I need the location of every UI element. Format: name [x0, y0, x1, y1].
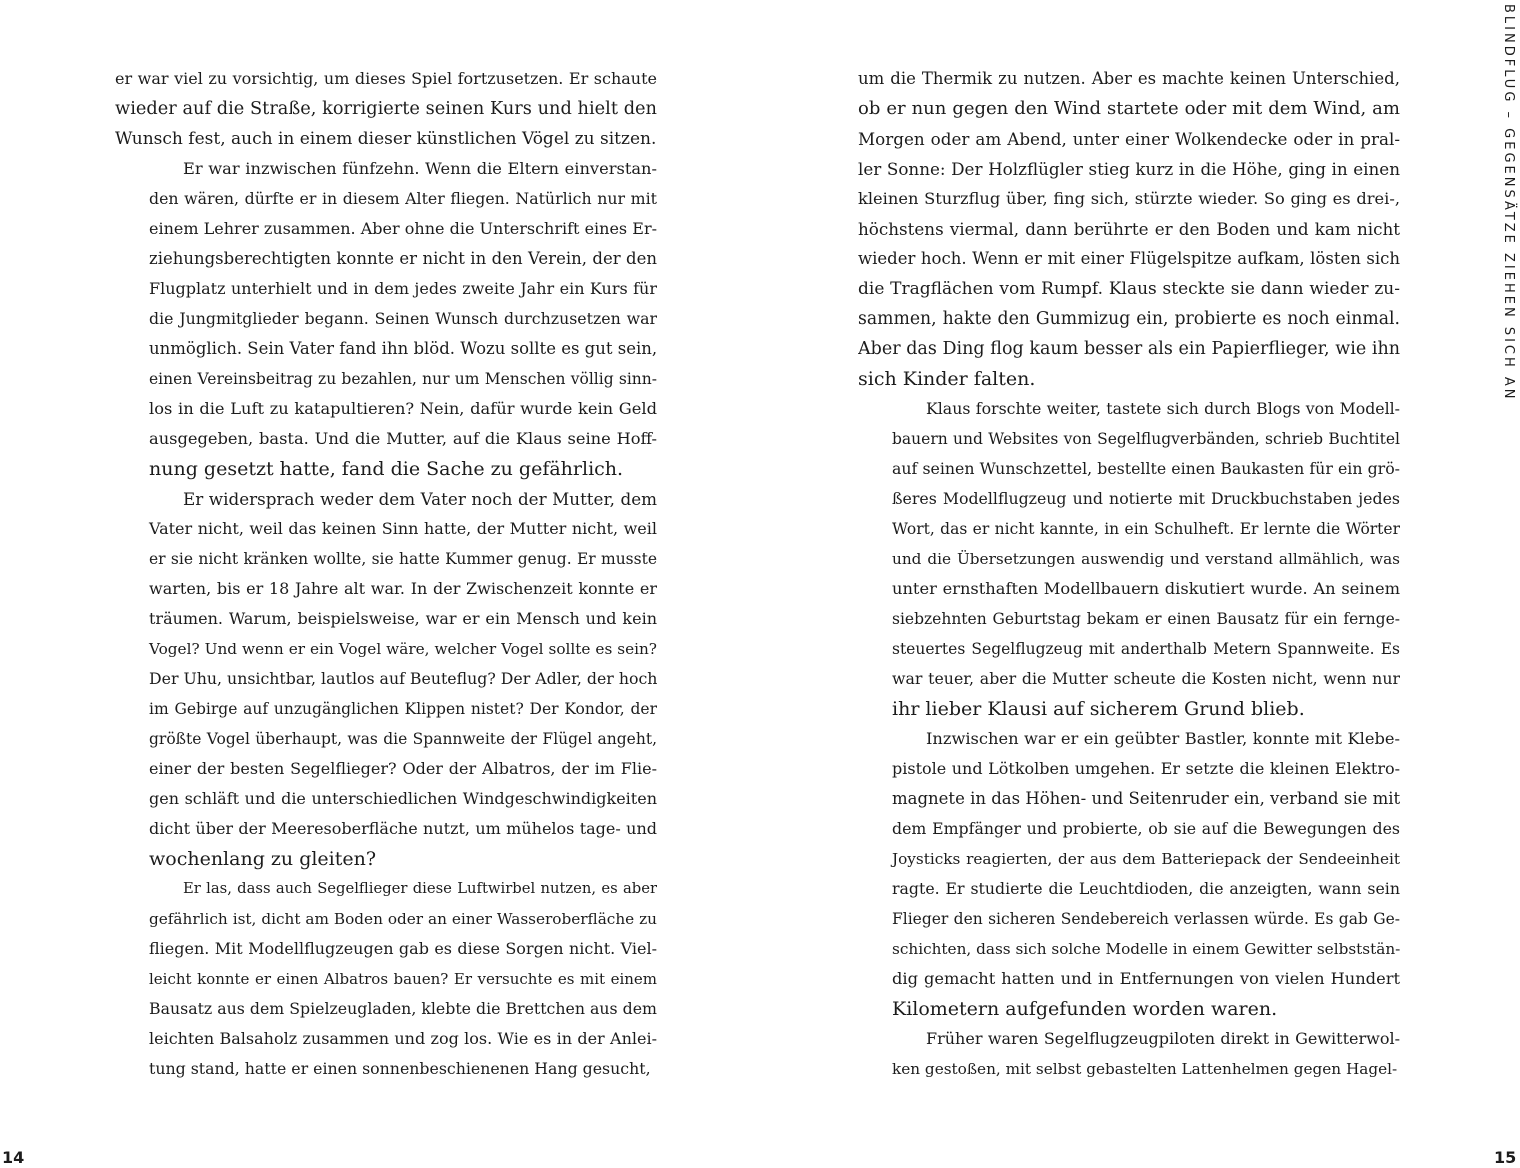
text-line: sammen, hakte den Gummizug ein, probierte es noch einmal. [858, 309, 1400, 329]
text-line: wochenlang zu gleiten? [149, 848, 377, 870]
text-line: um die Thermik zu nutzen. Aber es machte keinen Unterschied, [858, 69, 1400, 88]
text-line: dem Empfänger und probierte, ob sie auf die Bewegungen des [892, 819, 1400, 838]
text-line: sich Kinder falten. [858, 368, 1036, 390]
text-line: steuertes Segelflugzeug mit anderthalb Metern Spannweite. Es [892, 640, 1400, 658]
text-line: auf seinen Wunschzettel, bestellte einen Baukasten für ein grö- [892, 459, 1400, 478]
text-line: dig gemacht hatten und in Entfernungen von vielen Hundert [892, 969, 1400, 988]
text-line: im Gebirge auf unzugänglichen Klippen nistet? Der Kondor, der [149, 700, 657, 718]
text-line: ausgegeben, basta. Und die Mutter, auf die Klaus seine Hoff- [149, 429, 657, 448]
text-line: Er widersprach weder dem Vater noch der Mutter, dem [183, 489, 657, 509]
text-line: Klaus forschte weiter, tastete sich durch Blogs von Modell- [926, 399, 1400, 418]
text-line: ler Sonne: Der Holzflügler stieg kurz in die Höhe, ging in einen [858, 159, 1400, 179]
text-line: los in die Luft zu katapultieren? Nein, dafür wurde kein Geld [149, 399, 657, 418]
text-line: Wunsch fest, auch in einem dieser künstlichen Vögel zu sitzen. [115, 129, 657, 149]
text-line: siebzehnten Geburtstag bekam er einen Bausatz für ein fernge- [892, 610, 1400, 628]
text-line: den wären, dürfte er in diesem Alter fliegen. Natürlich nur mit [149, 189, 657, 208]
text-line: Aber das Ding flog kaum besser als ein Papierflieger, wie ihn [858, 339, 1400, 359]
paragraph [858, 394, 1400, 724]
text-line: Bausatz aus dem Spielzeugladen, klebte die Brettchen aus dem [149, 999, 657, 1018]
text-line: wieder auf die Straße, korrigierte seinen Kurs und hielt den [115, 99, 657, 119]
text-line: bauern und Websites von Segelflugverbänden, schrieb Buchtitel [892, 430, 1400, 448]
paragraph [115, 484, 657, 874]
text-line: Inzwischen war er ein geübter Bastler, konnte mit Klebe- [926, 729, 1400, 748]
text-line: warten, bis er 18 Jahre alt war. In der Zwischenzeit konnte er [149, 579, 657, 598]
text-line: Früher waren Segelflugzeugpiloten direkt in Gewitterwol- [926, 1029, 1400, 1048]
text-line: kleinen Sturzflug über, fing sich, stürzte wieder. So ging es drei-, [858, 189, 1400, 208]
paragraph [115, 154, 657, 484]
text-line: wieder hoch. Wenn er mit einer Flügelspitze aufkam, lösten sich [858, 249, 1400, 268]
text-line: tung stand, hatte er einen sonnenbeschienenen Hang gesucht, [149, 1059, 651, 1078]
text-line: Er war inzwischen fünfzehn. Wenn die Eltern einverstan- [183, 159, 657, 178]
left-page-text [115, 64, 657, 1084]
text-line: ßeres Modellflugzeug und notierte mit Druckbuchstaben jedes [892, 489, 1400, 508]
text-line: Wort, das er nicht kannte, in ein Schulheft. Er lernte die Wörter [892, 520, 1400, 538]
text-line: Joysticks reagierten, der aus dem Batteriepack der Sendeeinheit [892, 850, 1400, 868]
text-line: magnete in das Höhen- und Seitenruder ein, verband sie mit [892, 789, 1400, 808]
text-line: ziehungsberechtigten konnte er nicht in den Verein, der den [149, 249, 657, 268]
text-line: einen Vereinsbeitrag zu bezahlen, nur um Menschen völlig sinn- [149, 370, 657, 388]
text-line: er sie nicht kränken wollte, sie hatte Kummer genug. Er musste [149, 550, 657, 568]
text-line: Flugplatz unterhielt und in dem jedes zweite Jahr ein Kurs für [149, 279, 657, 298]
text-line: unter ernsthaften Modellbauern diskutiert wurde. An seinem [892, 579, 1400, 598]
paragraph [858, 724, 1400, 1024]
running-head: BLINDFLUG – GEGENSÄTZE ZIEHEN SICH AN [1501, 4, 1516, 402]
text-line: ob er nun gegen den Wind startete oder mit dem Wind, am [858, 98, 1400, 119]
page-number-right: 15 [1494, 1148, 1517, 1167]
text-line: Flieger den sicheren Sendebereich verlassen würde. Es gab Ge- [892, 910, 1400, 928]
text-line: leicht konnte er einen Albatros bauen? Er versuchte es mit einem [149, 970, 657, 988]
text-line: gen schläft und die unterschiedlichen Windgeschwindigkeiten [149, 789, 657, 808]
text-line: Der Uhu, unsichtbar, lautlos auf Beuteflug? Der Adler, der hoch [149, 669, 657, 688]
text-line: schichten, dass sich solche Modelle in einem Gewitter selbststän- [892, 940, 1400, 958]
text-line: ihr lieber Klausi auf sicherem Grund blieb. [892, 698, 1305, 720]
text-line: die Tragflächen vom Rumpf. Klaus steckte sie dann wieder zu- [858, 279, 1400, 299]
text-line: fliegen. Mit Modellflugzeugen gab es diese Sorgen nicht. Viel- [149, 939, 657, 958]
text-line: leichten Balsaholz zusammen und zog los. Wie es in der Anlei- [149, 1029, 657, 1048]
text-line: dicht über der Meeresoberfläche nutzt, um mühelos tage- und [149, 819, 657, 838]
text-line: höchstens viermal, dann berührte er den Boden und kam nicht [858, 219, 1400, 239]
text-line: träumen. Warum, beispielsweise, war er ein Mensch und kein [149, 609, 657, 628]
paragraph [858, 64, 1400, 394]
paragraph [858, 1024, 1400, 1084]
text-line: die Jungmitglieder begann. Seinen Wunsch durchzusetzen war [149, 309, 657, 328]
text-line: einem Lehrer zusammen. Aber ohne die Unterschrift eines Er- [149, 219, 657, 238]
text-line: war teuer, aber die Mutter scheute die Kosten nicht, wenn nur [892, 669, 1400, 688]
text-line: gefährlich ist, dicht am Boden oder an einer Wasseroberfläche zu [149, 910, 657, 928]
text-line: einer der besten Segelflieger? Oder der Albatros, der im Flie- [149, 759, 657, 778]
text-line: Vater nicht, weil das keinen Sinn hatte, der Mutter nicht, weil [149, 519, 657, 538]
paragraph [115, 64, 657, 154]
text-line: und die Übersetzungen auswendig und verstand allmählich, was [892, 550, 1400, 568]
page-number-left: 14 [2, 1148, 25, 1167]
text-line: nung gesetzt hatte, fand die Sache zu gefährlich. [149, 458, 624, 480]
text-line: er war viel zu vorsichtig, um dieses Spiel fortzusetzen. Er schaute [115, 69, 657, 88]
paragraph [115, 874, 657, 1084]
text-line: Vogel? Und wenn er ein Vogel wäre, welcher Vogel sollte es sein? [149, 640, 657, 658]
text-line: ken gestoßen, mit selbst gebastelten Lattenhelmen gegen Hagel- [892, 1060, 1398, 1078]
text-line: Morgen oder am Abend, unter einer Wolkendecke oder in pral- [858, 129, 1400, 149]
text-line: Kilometern aufgefunden worden waren. [892, 998, 1278, 1020]
text-line: ragte. Er studierte die Leuchtdioden, die anzeigten, wann sein [892, 879, 1400, 898]
text-line: pistole und Lötkolben umgehen. Er setzte die kleinen Elektro- [892, 759, 1400, 778]
text-line: unmöglich. Sein Vater fand ihn blöd. Wozu sollte es gut sein, [149, 339, 657, 358]
right-page-text [858, 64, 1400, 1084]
text-line: größte Vogel überhaupt, was die Spannweite der Flügel angeht, [149, 730, 657, 748]
text-line: Er las, dass auch Segelflieger diese Luftwirbel nutzen, es aber [183, 880, 657, 897]
